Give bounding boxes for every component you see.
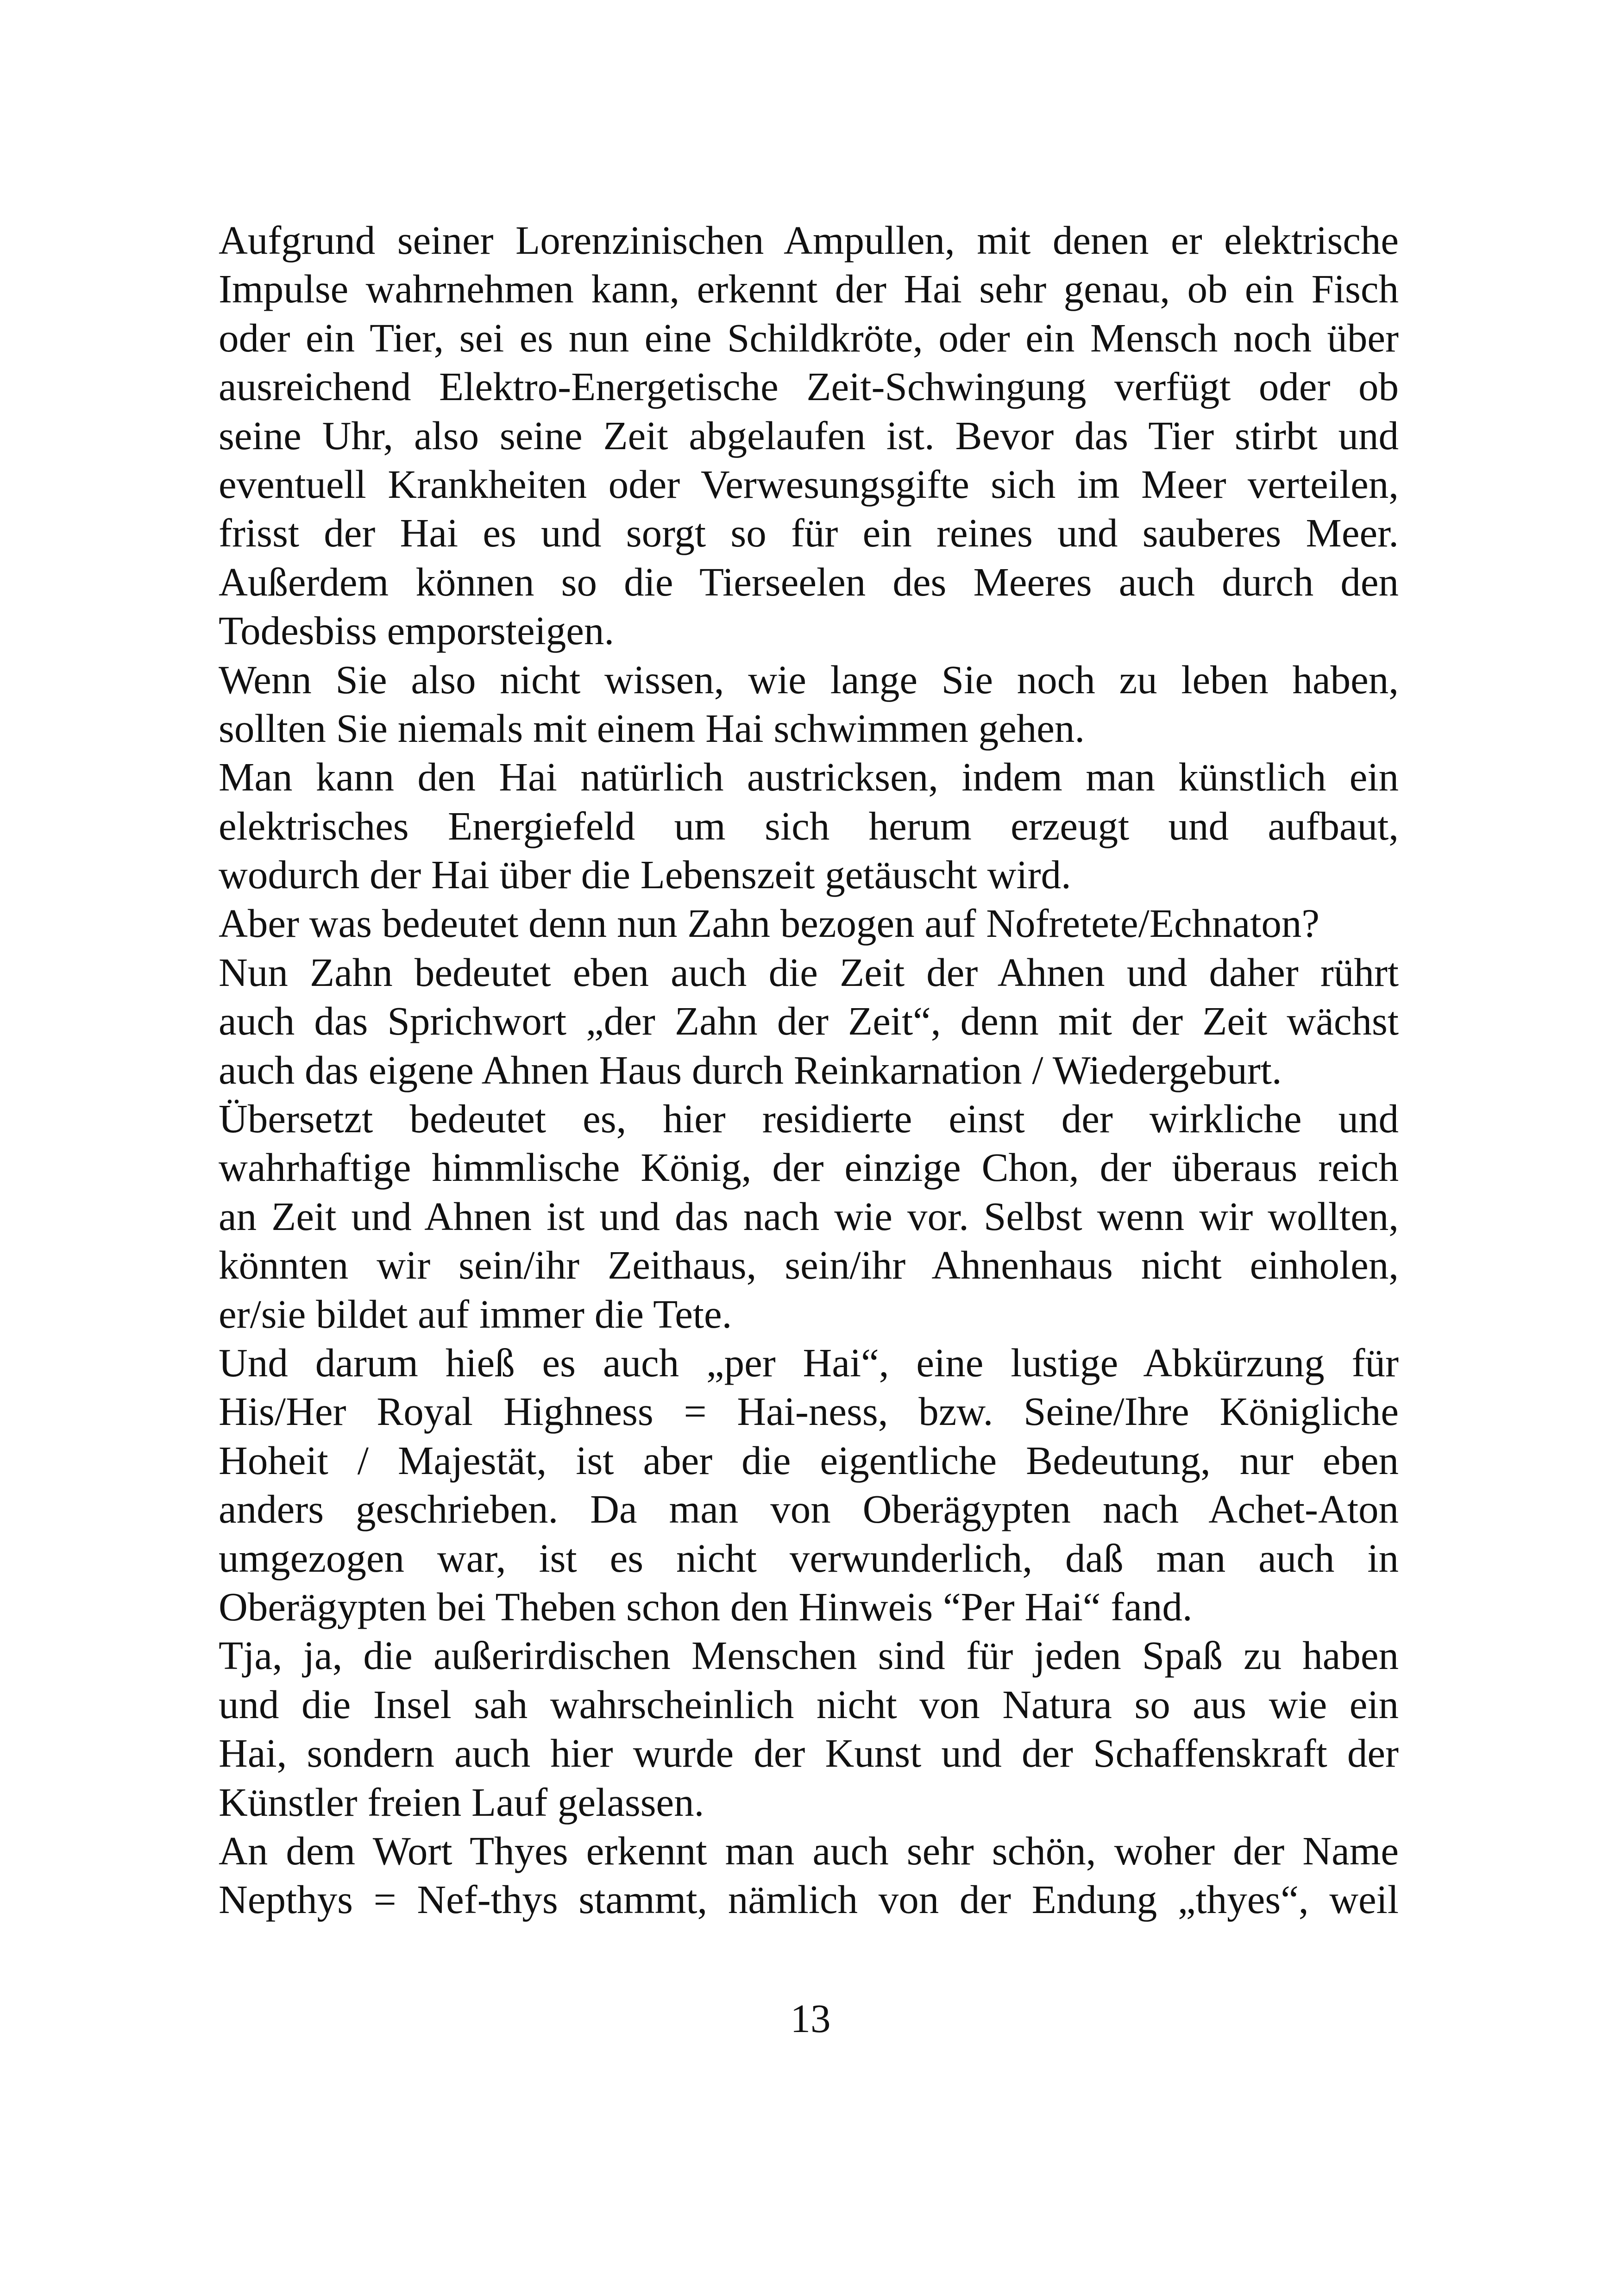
text-line: ausreichend Elektro-Energetische Zeit-Schwingung verfügt oder ob bbox=[219, 364, 1399, 409]
paragraph bbox=[219, 216, 1399, 655]
text-line: Übersetzt bedeutet es, hier residierte einst der wirkliche und bbox=[219, 1096, 1399, 1142]
text-line: anders geschrieben. Da man von Oberägypten nach Achet-Aton bbox=[219, 1487, 1399, 1532]
text-line: Und darum hieß es auch „per Hai“, eine lustige Abkürzung für bbox=[219, 1340, 1399, 1385]
text-line: Todesbiss emporsteigen. bbox=[219, 608, 615, 653]
text-line: wahrhaftige himmlische König, der einzige Chon, der überaus reich bbox=[219, 1145, 1399, 1190]
text-line: elektrisches Energiefeld um sich herum erzeugt und aufbaut, bbox=[219, 803, 1399, 848]
text-line: und die Insel sah wahrscheinlich nicht von Natura so aus wie ein bbox=[219, 1681, 1399, 1727]
page-number: 13 bbox=[790, 1996, 831, 2041]
text-line: könnten wir sein/ihr Zeithaus, sein/ihr Ahnenhaus nicht einholen, bbox=[219, 1242, 1399, 1288]
text-line: An dem Wort Thyes erkennt man auch sehr schön, woher der Name bbox=[219, 1828, 1399, 1873]
paragraph bbox=[219, 899, 1399, 947]
paragraph bbox=[219, 1631, 1399, 1826]
text-line: frisst der Hai es und sorgt so für ein reines und sauberes Meer. bbox=[219, 510, 1399, 556]
text-line: auch das Sprichwort „der Zahn der Zeit“, denn mit der Zeit wächst bbox=[219, 998, 1399, 1044]
text-line: Impulse wahrnehmen kann, erkennt der Hai sehr genau, ob ein Fisch bbox=[219, 266, 1399, 312]
text-line: eventuell Krankheiten oder Verwesungsgifte sich im Meer verteilen, bbox=[219, 461, 1399, 507]
text-line: oder ein Tier, sei es nun eine Schildkröte, oder ein Mensch noch über bbox=[219, 315, 1399, 360]
text-line: Nun Zahn bedeutet eben auch die Zeit der Ahnen und daher rührt bbox=[219, 949, 1399, 995]
text-line: Hai, sondern auch hier wurde der Kunst und der Schaffenskraft der bbox=[219, 1731, 1399, 1776]
page-body-text bbox=[219, 216, 1399, 1924]
text-line: Außerdem können so die Tierseelen des Meeres auch durch den bbox=[219, 559, 1399, 604]
text-line: sollten Sie niemals mit einem Hai schwimmen gehen. bbox=[219, 705, 1085, 751]
text-line: Aber was bedeutet denn nun Zahn bezogen auf Nofretete/Echnaton? bbox=[219, 901, 1319, 946]
text-line: Man kann den Hai natürlich austricksen, indem man künstlich ein bbox=[219, 754, 1399, 800]
text-line: an Zeit und Ahnen ist und das nach wie vor. Selbst wenn wir wollten, bbox=[219, 1193, 1399, 1239]
paragraph bbox=[219, 1338, 1399, 1631]
text-line: Tja, ja, die außerirdischen Menschen sind für jeden Spaß zu haben bbox=[219, 1633, 1399, 1678]
text-line: er/sie bildet auf immer die Tete. bbox=[219, 1291, 732, 1336]
text-line: Hoheit / Majestät, ist aber die eigentliche Bedeutung, nur eben bbox=[219, 1437, 1399, 1483]
text-line: His/Her Royal Highness = Hai-ness, bzw. Seine/Ihre Königliche bbox=[219, 1389, 1399, 1434]
paragraph bbox=[219, 1826, 1399, 1924]
paragraph bbox=[219, 655, 1399, 753]
text-line: Wenn Sie also nicht wissen, wie lange Sie noch zu leben haben, bbox=[219, 657, 1399, 702]
text-line: Oberägypten bei Theben schon den Hinweis “Per Hai“ fand. bbox=[219, 1584, 1193, 1629]
paragraph bbox=[219, 948, 1399, 1094]
text-line: umgezogen war, ist es nicht verwunderlich, daß man auch in bbox=[219, 1535, 1399, 1581]
text-line: Aufgrund seiner Lorenzinischen Ampullen, mit denen er elektrische bbox=[219, 218, 1399, 263]
paragraph bbox=[219, 753, 1399, 899]
text-line: seine Uhr, also seine Zeit abgelaufen ist. Bevor das Tier stirbt und bbox=[219, 413, 1399, 458]
text-line: auch das eigene Ahnen Haus durch Reinkarnation / Wiedergeburt. bbox=[219, 1047, 1282, 1092]
text-line: Künstler freien Lauf gelassen. bbox=[219, 1779, 704, 1825]
text-line: wodurch der Hai über die Lebenszeit getäuscht wird. bbox=[219, 852, 1071, 897]
text-line: Nepthys = Nef-thys stammt, nämlich von der Endung „thyes“, weil bbox=[219, 1877, 1399, 1922]
paragraph bbox=[219, 1094, 1399, 1338]
